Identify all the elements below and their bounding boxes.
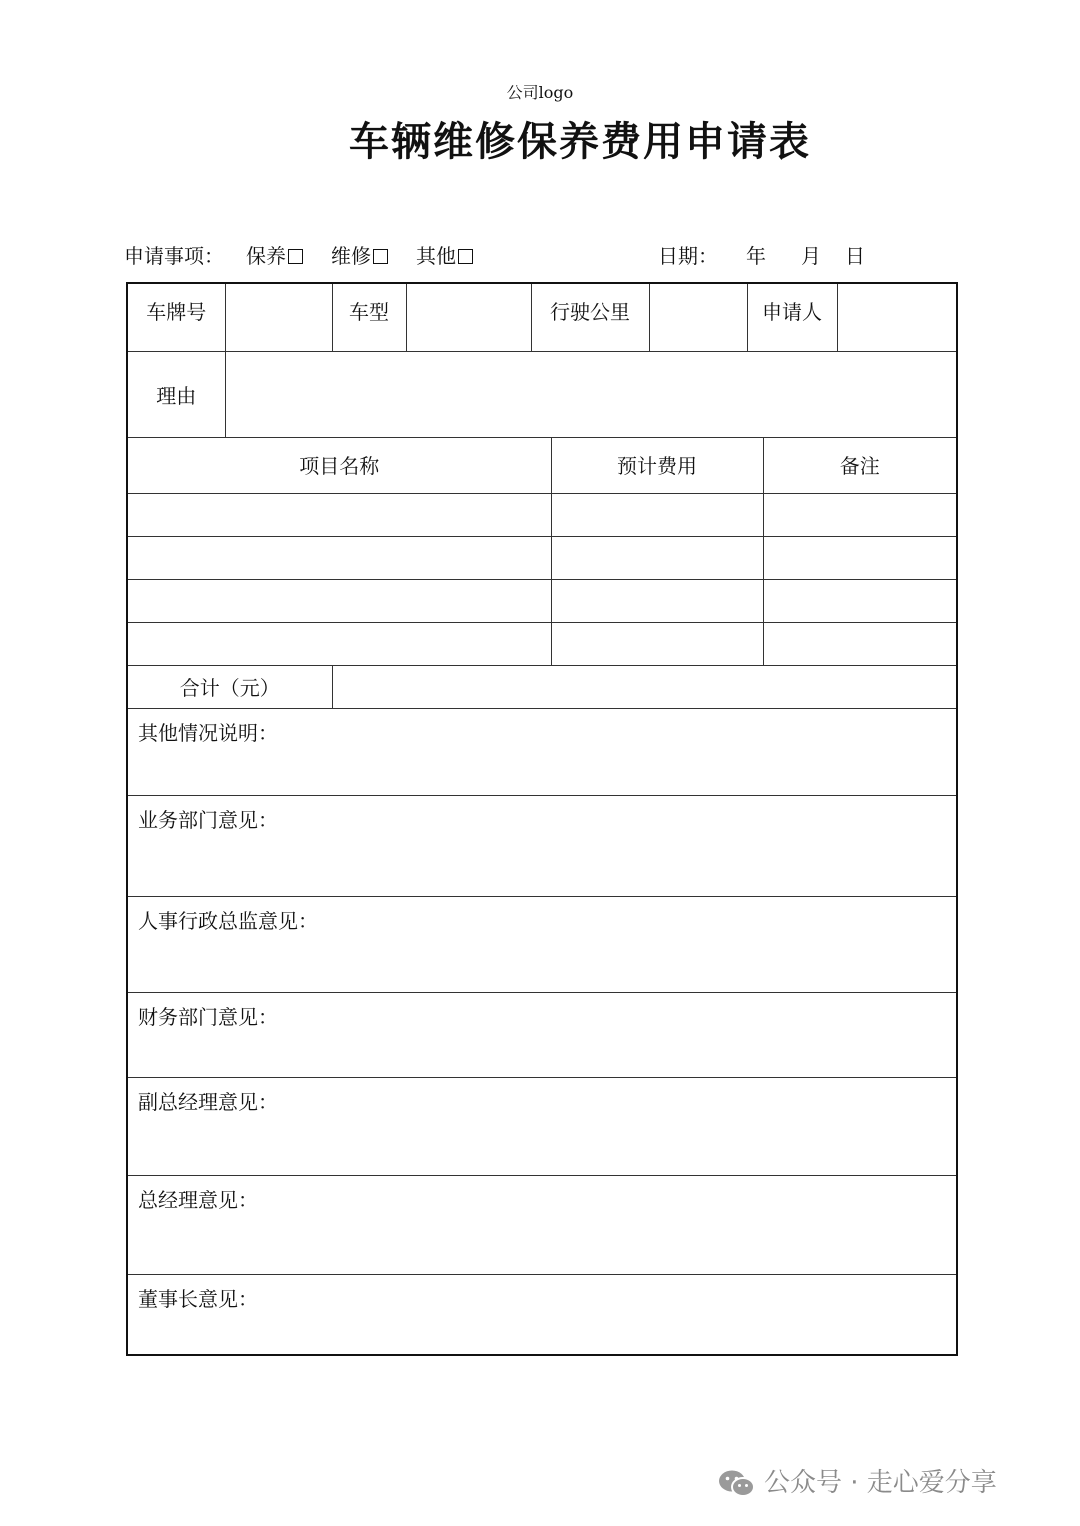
mileage-label: 行驶公里 bbox=[531, 283, 649, 351]
reason-row bbox=[127, 351, 957, 437]
column-header-item-name: 项目名称 bbox=[127, 437, 551, 493]
option-maintenance-label: 保养 bbox=[246, 244, 286, 268]
table-row bbox=[127, 622, 957, 665]
estimated-cost-cell[interactable] bbox=[551, 579, 763, 622]
item-name-cell[interactable] bbox=[127, 579, 551, 622]
date-label: 日期： bbox=[658, 244, 718, 268]
table-row bbox=[127, 579, 957, 622]
vehicle-model-label: 车型 bbox=[332, 283, 406, 351]
apply-items-label: 申请事项： bbox=[124, 244, 224, 268]
deputy-gm-opinion-field[interactable]: 副总经理意见： bbox=[127, 1077, 957, 1175]
applicant-label: 申请人 bbox=[747, 283, 837, 351]
remarks-cell[interactable] bbox=[763, 493, 957, 536]
total-field[interactable] bbox=[332, 665, 957, 708]
remarks-cell[interactable] bbox=[763, 579, 957, 622]
table-row bbox=[127, 493, 957, 536]
finance-dept-opinion-field[interactable]: 财务部门意见： bbox=[127, 992, 957, 1077]
option-other-label: 其他 bbox=[416, 244, 456, 268]
wechat-icon bbox=[718, 1469, 756, 1499]
hr-director-opinion-field[interactable]: 人事行政总监意见： bbox=[127, 896, 957, 992]
column-header-remarks: 备注 bbox=[763, 437, 957, 493]
maintenance-checkbox[interactable] bbox=[288, 249, 303, 264]
item-name-cell[interactable] bbox=[127, 622, 551, 665]
reason-label: 理由 bbox=[127, 351, 225, 437]
remarks-cell[interactable] bbox=[763, 622, 957, 665]
items-header-row bbox=[127, 437, 957, 493]
opinion-row-finance-dept bbox=[127, 992, 957, 1077]
opinion-row-gm bbox=[127, 1175, 957, 1274]
date-year: 年 bbox=[746, 244, 766, 268]
form-title: 车辆维修保养费用申请表 bbox=[349, 119, 811, 165]
other-checkbox[interactable] bbox=[458, 249, 473, 264]
option-repair[interactable] bbox=[331, 240, 388, 269]
total-row bbox=[127, 665, 957, 708]
estimated-cost-cell[interactable] bbox=[551, 536, 763, 579]
opinion-row-chairman bbox=[127, 1274, 957, 1355]
business-dept-opinion-field[interactable]: 业务部门意见： bbox=[127, 795, 957, 896]
vehicle-info-row bbox=[127, 283, 957, 351]
repair-checkbox[interactable] bbox=[373, 249, 388, 264]
application-form-table bbox=[126, 282, 958, 1356]
opinion-row-business-dept bbox=[127, 795, 957, 896]
option-maintenance[interactable] bbox=[246, 240, 303, 269]
total-label: 合计（元） bbox=[127, 665, 332, 708]
company-logo-placeholder: 公司logo bbox=[506, 83, 574, 102]
opinion-row-deputy-gm bbox=[127, 1077, 957, 1175]
option-other[interactable] bbox=[416, 240, 473, 269]
chairman-opinion-field[interactable]: 董事长意见： bbox=[127, 1274, 957, 1355]
table-row bbox=[127, 536, 957, 579]
other-notes-field[interactable]: 其他情况说明： bbox=[127, 708, 957, 795]
mileage-field[interactable] bbox=[649, 283, 747, 351]
plate-number-label: 车牌号 bbox=[127, 283, 225, 351]
opinion-row-other-notes bbox=[127, 708, 957, 795]
applicant-field[interactable] bbox=[837, 283, 957, 351]
estimated-cost-cell[interactable] bbox=[551, 622, 763, 665]
vehicle-model-field[interactable] bbox=[406, 283, 531, 351]
item-name-cell[interactable] bbox=[127, 493, 551, 536]
option-repair-label: 维修 bbox=[331, 244, 371, 268]
opinion-row-hr-director bbox=[127, 896, 957, 992]
gm-opinion-field[interactable]: 总经理意见： bbox=[127, 1175, 957, 1274]
item-name-cell[interactable] bbox=[127, 536, 551, 579]
watermark bbox=[718, 1462, 997, 1499]
remarks-cell[interactable] bbox=[763, 536, 957, 579]
date-day: 日 bbox=[845, 244, 865, 268]
plate-number-field[interactable] bbox=[225, 283, 332, 351]
estimated-cost-cell[interactable] bbox=[551, 493, 763, 536]
column-header-estimated-cost: 预计费用 bbox=[551, 437, 763, 493]
reason-field[interactable] bbox=[225, 351, 957, 437]
watermark-text: 公众号 · 走心爱分享 bbox=[764, 1468, 997, 1498]
date-month: 月 bbox=[801, 244, 821, 268]
